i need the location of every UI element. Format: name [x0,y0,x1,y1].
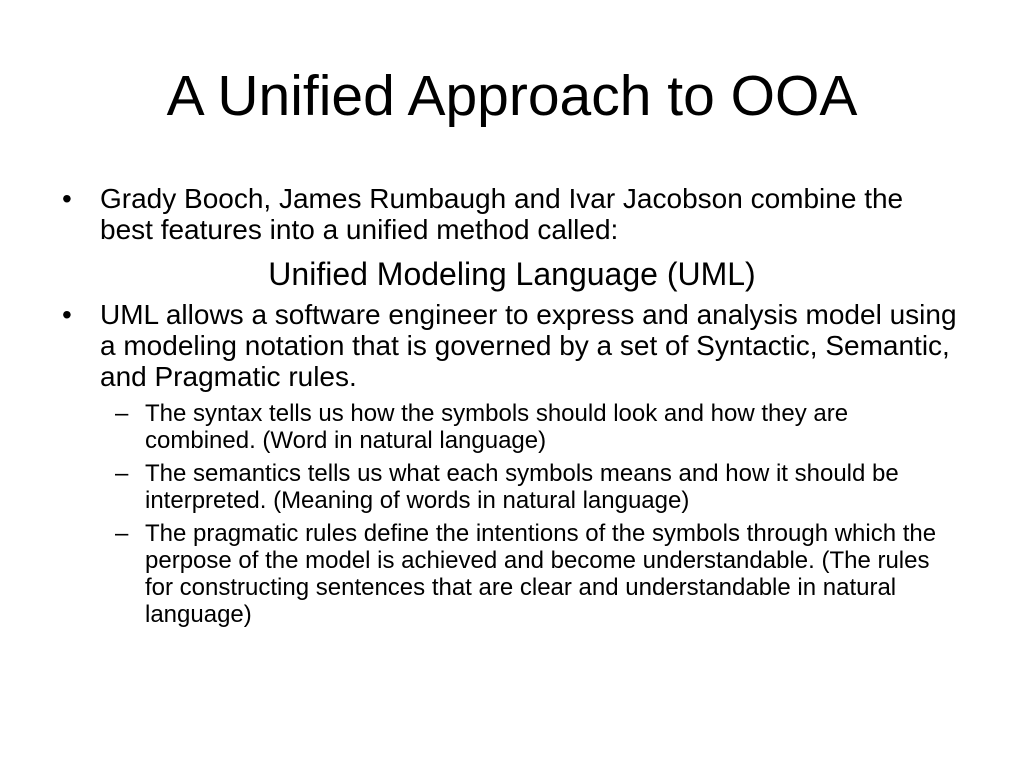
slide-content [62,183,962,634]
slide-title: A Unified Approach to OOA [166,64,858,128]
uml-name-line: Unified Modeling Language (UML) [268,256,756,292]
sub-bullet-text: The syntax tells us how the symbols should look and how they are combined. (Word in natural language) [145,400,849,454]
bullet-marker: • [62,299,72,330]
bullet-item [62,183,962,245]
sub-bullet-item [115,520,962,628]
sub-bullet-list [115,400,962,628]
dash-marker: – [115,400,129,427]
sub-bullet-item [115,460,962,514]
dash-marker: – [115,520,129,547]
bullet-item [62,299,962,392]
sub-bullet-text: The semantics tells us what each symbols means and how it should be interpreted. (Meaning of words in natural language) [145,460,899,514]
bullet-text: Grady Booch, James Rumbaugh and Ivar Jacobson combine the best features into a unified method called: [100,183,904,245]
sub-bullet-text: The pragmatic rules define the intentions of the symbols through which the perpose of the model is achieved and become understandable. (The rules for constructing sentences that are clear and understandable in natural language) [145,520,937,628]
dash-marker: – [115,460,129,487]
bullet-text: UML allows a software engineer to express and analysis model using a modeling notation that is governed by a set of Syntactic, Semantic, and Pragmatic rules. [100,299,957,392]
sub-bullet-item [115,400,962,454]
bullet-marker: • [62,183,72,214]
